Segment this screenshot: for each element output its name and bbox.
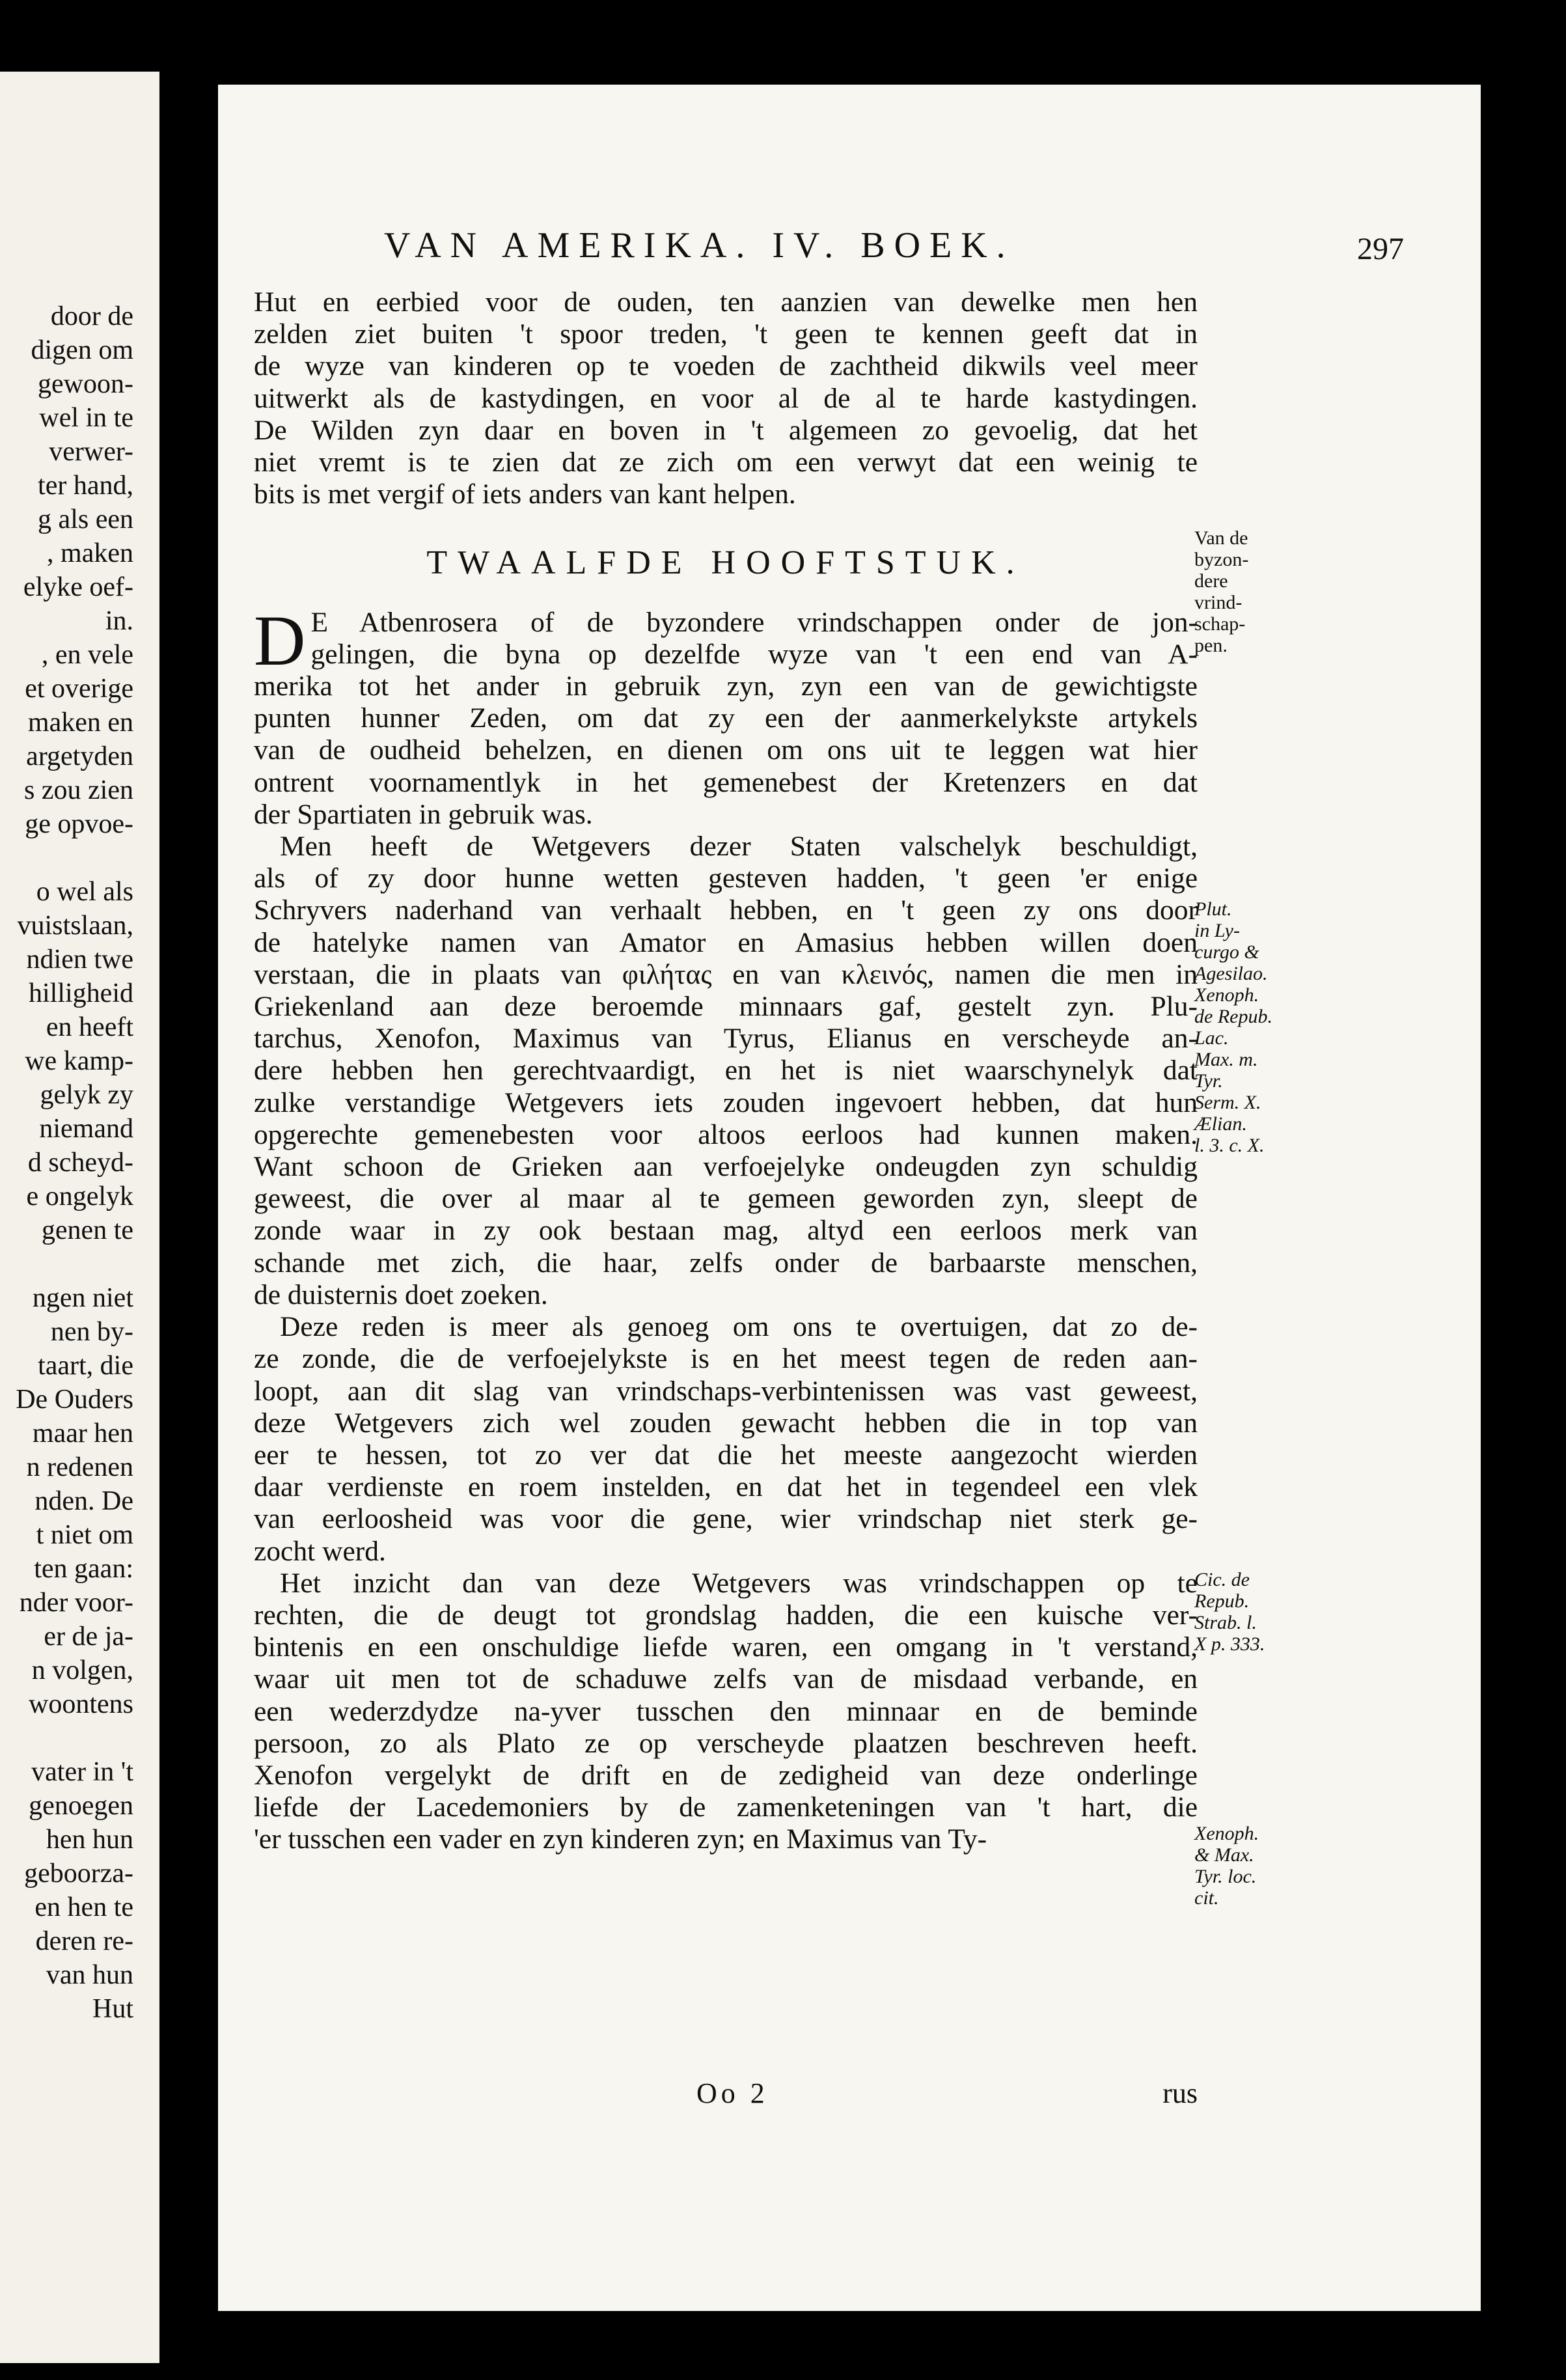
facing-page-line: s zou zien [24,775,133,805]
margin-note-line: Max. m. [1194,1049,1258,1070]
margin-note-line: Lac. [1194,1027,1229,1049]
margin-note-sources-cicero [1194,1569,1292,1655]
margin-note-vrindschappen [1194,527,1292,656]
margin-note-line: X p. 333. [1194,1633,1265,1655]
facing-page-line: maar hen [32,1418,133,1448]
text-line: persoon, zo als Plato ze op verscheyde plaatzen beschreven heeft. [254,1727,1198,1759]
text-line: Het inzicht dan van deze Wetgevers was vrindschappen op te [280,1567,1198,1599]
margin-note-line: cit. [1194,1887,1219,1909]
facing-page-line: o wel als [36,877,133,907]
margin-note-sources-plutarch [1194,898,1292,1156]
facing-page-line: er de ja- [44,1622,133,1652]
facing-page-line: van hun [46,1960,133,1990]
margin-note-line: schap- [1194,613,1246,635]
margin-note-line: Tyr. [1194,1070,1223,1092]
text-line: zocht werd. [254,1535,386,1567]
signature-mark: Oo 2 [696,2077,769,2109]
facing-page-line: geboorza- [24,1859,133,1889]
facing-page-line: nen by- [50,1317,133,1347]
facing-page-line: ndien twe [26,945,133,975]
text-line: Xenofon vergelykt de drift en de zedigheid van deze onderlinge [254,1759,1198,1791]
facing-page-line: nden. De [34,1486,133,1516]
text-line: merika tot het ander in gebruik zyn, zyn een van de gewichtigste [254,671,1198,702]
page-number: 297 [1357,232,1404,266]
margin-note-line: de Repub. [1194,1006,1272,1027]
facing-page-line: vuistslaan, [17,911,133,941]
text-line: bits is met vergif of iets anders van kant helpen. [254,478,796,510]
text-line: zulke verstandige Wetgevers iets zouden ingevoert hebben, dat hun [254,1086,1198,1118]
margin-note-line: Plut. [1194,898,1232,920]
text-line: De Wilden zyn daar en boven in 't algemeen zo gevoelig, dat het [254,414,1198,446]
catchword: rus [1162,2077,1198,2109]
text-line: ze zonde, die de verfoejelykste is en het meest tegen de reden aan- [254,1343,1198,1375]
running-header [384,225,1425,266]
facing-page-line: n volgen, [31,1655,133,1685]
facing-page-line: niemand [39,1114,133,1144]
facing-page-line: n redenen [26,1452,133,1482]
facing-page-line: door de [50,301,133,331]
facing-page-line: in. [105,606,133,636]
margin-note-line: Tyr. loc. [1194,1866,1257,1887]
margin-note-line: curgo & [1194,941,1259,963]
facing-page-text [0,299,133,2026]
facing-page-line: t niet om [36,1520,133,1550]
text-line: niet vremt is te zien dat ze zich om een verwyt dat een weinig te [254,447,1198,478]
text-line: eer te hessen, tot zo ver dat die het meeste aangezocht wierden [254,1439,1198,1471]
margin-note-line: Xenoph. [1194,984,1259,1006]
facing-page-line: deren re- [35,1926,133,1956]
margin-note-line: Repub. [1194,1590,1250,1612]
facing-page-line: en hen te [34,1892,133,1922]
facing-page-line: ge opvoe- [25,809,133,839]
margin-note-line: pen. [1194,635,1228,656]
facing-page-line [0,1721,133,1755]
facing-page-line: vater in 't [31,1757,133,1787]
facing-page-line: argetyden [26,741,133,771]
facing-page-line: verwer- [49,437,133,467]
text-line: Men heeft de Wetgevers dezer Staten valschelyk beschuldigt, [280,831,1198,863]
text-line: een wederzdydze na-yver tusschen den minnaar en de beminde [254,1695,1198,1727]
text-line: loopt, aan dit slag van vrindschaps-verbintenissen was vast geweest, [254,1375,1198,1407]
facing-page-line [0,841,133,875]
facing-page-line: genen te [41,1215,133,1245]
facing-page-line: , en vele [41,640,133,670]
text-line: ontrent voornamentlyk in het gemenebest der Kretenzers en dat [254,766,1198,798]
text-line: liefde der Lacedemoniers by de zamenketeningen van 't hart, die [254,1792,1198,1823]
text-line: Schryvers naderhand van verhaalt hebben, en 't geen zy ons door [254,894,1198,926]
text-line: geweest, die over al maar al te gemeen geworden zyn, sleept de [254,1183,1198,1215]
facing-page-line: gewoon- [38,369,133,399]
margin-note-line: Agesilao. [1194,963,1268,984]
paragraph-opening [254,600,1198,831]
page-body [254,286,1198,1856]
facing-page-line: , maken [47,538,133,568]
margin-note-sources-xenophon [1194,1823,1292,1909]
text-line: Hut en eerbied voor de ouden, ten aanzien van dewelke men hen [254,286,1198,318]
paragraph [254,831,1198,1311]
facing-page-line: e ongelyk [26,1182,133,1211]
margin-note-line: Cic. de [1194,1569,1250,1590]
book-page [218,85,1481,2311]
facing-page-line: digen om [31,335,133,365]
margin-note-line: Strab. l. [1194,1612,1257,1633]
drop-cap: D [254,600,306,680]
text-line: 'er tusschen een vader en zyn kinderen zyn; en Maximus van Ty- [254,1823,987,1855]
text-line: punten hunner Zeden, om dat zy een der aanmerkelykste artykels [254,702,1198,734]
text-line: van de oudheid behelzen, en dienen om ons uit te leggen wat hier [254,734,1198,766]
text-line: als of zy door hunne wetten gesteven hadden, 't geen 'er enige [254,863,1198,894]
facing-page [0,72,159,2363]
paragraph [254,1311,1198,1568]
facing-page-line [0,1247,133,1281]
text-line: de hatelyke namen van Amator en Amasius hebben willen doen [254,926,1198,958]
text-line: Deze reden is meer als genoeg om ons te overtuigen, dat zo de- [280,1311,1198,1343]
facing-page-line: genoegen [29,1791,133,1821]
margin-note-line: Ælian. [1194,1113,1247,1135]
facing-page-line: gelyk zy [40,1080,133,1110]
facing-page-line: woontens [29,1689,133,1719]
facing-page-line: d scheyd- [27,1148,133,1178]
text-line: rechten, die de deugt tot grondslag hadden, die een kuische ver- [254,1599,1198,1631]
facing-page-line: en heeft [46,1012,133,1042]
text-line: Griekenland aan deze beroemde minnaars gaf, gestelt zyn. Plu- [254,991,1198,1023]
facing-page-line: g als een [38,505,133,534]
facing-page-line: ter hand, [38,471,133,501]
facing-page-line: ngen niet [32,1283,133,1313]
paragraph-continuation [254,286,1198,510]
text-line: daar verdienste en roem instelden, en dat het in tegendeel een vlek [254,1471,1198,1503]
text-line: zelden ziet buiten 't spoor treden, 't geen te kennen geeft dat in [254,318,1198,350]
text-line: bintenis en een onschuldige liefde waren, een omgang in 't verstand, [254,1631,1198,1663]
text-line: dere hebben hen gerechtvaardigt, en het is niet waarschynelyk dat [254,1055,1198,1086]
text-line: de duisternis doet zoeken. [254,1279,548,1310]
margin-note-line: l. 3. c. X. [1194,1135,1265,1156]
facing-page-line: elyke oef- [23,572,133,602]
text-line: verstaan, die in plaats van φιλήτας en van κλεινός, namen die men in [254,958,1198,990]
text-line: deze Wetgevers zich wel zouden gewacht hebben die in top van [254,1407,1198,1439]
text-line: van eerloosheid was voor die gene, wier vrindschap niet sterk ge- [254,1503,1198,1535]
chapter-heading: TWAALFDE HOOFTSTUK. [426,544,1025,582]
margin-note-line: Serm. X. [1194,1092,1261,1113]
facing-page-line: De Ouders [16,1385,133,1415]
text-line: gelingen, die byna op dezelfde wyze van 't een end van A- [310,638,1198,670]
margin-note-line: byzon- [1194,549,1249,570]
facing-page-line: ten gaan: [34,1554,133,1584]
facing-page-line: nder voor- [19,1588,133,1618]
text-line: E Atbenrosera of de byzondere vrindschappen onder de jon- [310,606,1198,638]
margin-note-line: dere [1194,570,1228,592]
text-line: de wyze van kinderen op te voeden de zachtheid dikwils veel meer [254,350,1198,382]
text-line: opgerechte gemenebesten voor altoos eerloos had kunnen maken. [254,1118,1198,1150]
margin-note-line: vrind- [1194,592,1243,613]
margin-note-line: & Max. [1194,1844,1254,1866]
text-line: waar uit men tot de schaduwe zelfs van de misdaad verbande, en [254,1663,1198,1695]
text-line: der Spartiaten in gebruik was. [254,798,593,830]
text-line: schande met zich, die haar, zelfs onder de barbaarste menschen, [254,1247,1198,1279]
text-line: tarchus, Xenofon, Maximus van Tyrus, Elianus en verscheyde an- [254,1023,1198,1055]
facing-page-line: hen hun [46,1825,133,1855]
margin-note-line: Van de [1194,527,1248,549]
running-title: VAN AMERIKA. IV. BOEK. [384,225,1015,266]
margin-note-line: in Ly- [1194,920,1240,941]
facing-page-line: taart, die [38,1351,133,1381]
facing-page-line: we kamp- [25,1046,133,1076]
facing-page-line: wel in te [39,403,133,433]
paragraph [254,1568,1198,1856]
facing-page-line: Hut [92,1994,133,2024]
text-line: zonde waar in zy ook bestaan mag, altyd een eerloos merk van [254,1215,1198,1247]
facing-page-line: hilligheid [29,978,133,1008]
facing-page-line: et overige [25,674,133,704]
margin-note-line: Xenoph. [1194,1823,1259,1844]
text-line: Want schoon de Grieken aan verfoejelyke ondeugden zyn schuldig [254,1151,1198,1183]
facing-page-line: maken en [27,708,133,738]
text-line: uitwerkt als de kastydingen, en voor al de al te harde kastydingen. [254,382,1198,414]
